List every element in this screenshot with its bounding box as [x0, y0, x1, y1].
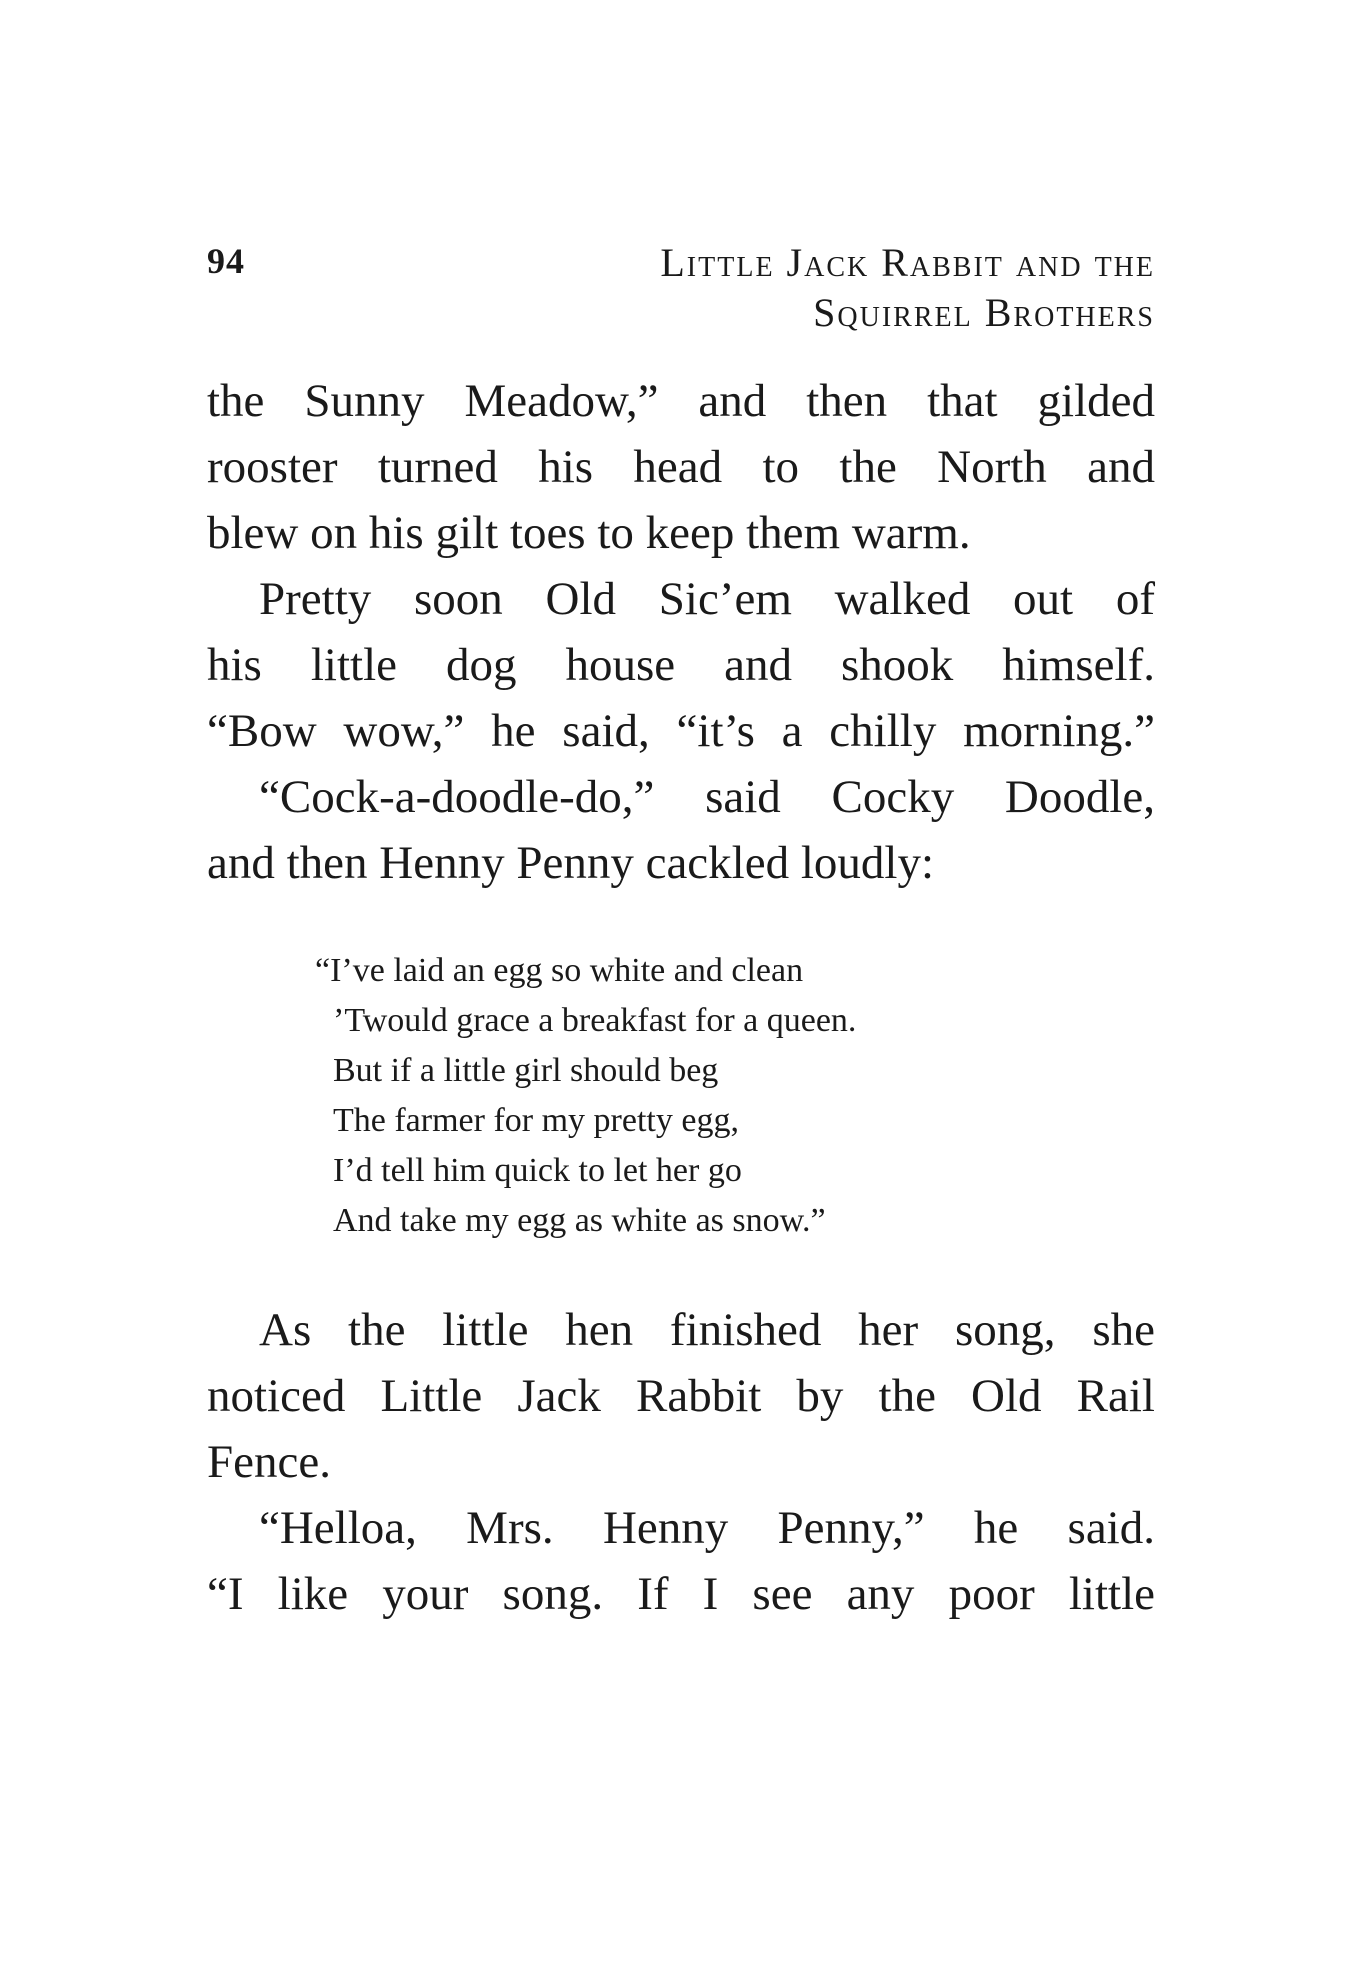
text-line: his little dog house and shook himself. [207, 639, 1155, 691]
text-line: noticed Little Jack Rabbit by the Old Rail [207, 1370, 1155, 1422]
running-head-line-2: Squirrel Brothers [813, 290, 1155, 335]
text-line: the Sunny Meadow,” and then that gilded [207, 375, 1155, 427]
verse-line: But if a little girl should beg [333, 1052, 719, 1089]
text-line: As the little hen finished her song, she [259, 1304, 1155, 1356]
text-line: and then Henny Penny cackled loudly: [207, 837, 935, 889]
text-line: “Cock-a-doodle-do,” said Cocky Doodle, [259, 771, 1155, 823]
page-number: 94 [207, 241, 245, 281]
text-line: rooster turned his head to the North and [207, 441, 1155, 493]
text-line: blew on his gilt toes to keep them warm. [207, 507, 971, 559]
text-line: Fence. [207, 1436, 331, 1488]
paragraph [207, 1495, 1155, 1627]
text-line: Pretty soon Old Sic’em walked out of [259, 573, 1155, 625]
text-line: “Bow wow,” he said, “it’s a chilly morning.” [207, 705, 1155, 757]
body-text-upper [207, 368, 1155, 896]
paragraph [207, 764, 1155, 896]
paragraph [207, 368, 1155, 566]
verse-line: The farmer for my pretty egg, [333, 1102, 739, 1139]
verse-block [315, 946, 856, 1246]
text-line: “Helloa, Mrs. Henny Penny,” he said. [259, 1502, 1155, 1554]
running-head-line-1: Little Jack Rabbit and the [660, 240, 1155, 285]
verse-line: I’d tell him quick to let her go [333, 1152, 742, 1189]
verse-line: And take my egg as white as snow.” [333, 1202, 826, 1239]
verse-line: ’Twould grace a breakfast for a queen. [333, 1002, 857, 1039]
running-head [660, 238, 1155, 338]
paragraph [207, 566, 1155, 764]
paragraph [207, 1297, 1155, 1495]
verse-line: “I’ve laid an egg so white and clean [315, 952, 804, 989]
text-line: “I like your song. If I see any poor little [207, 1568, 1155, 1620]
body-text-lower [207, 1297, 1155, 1627]
